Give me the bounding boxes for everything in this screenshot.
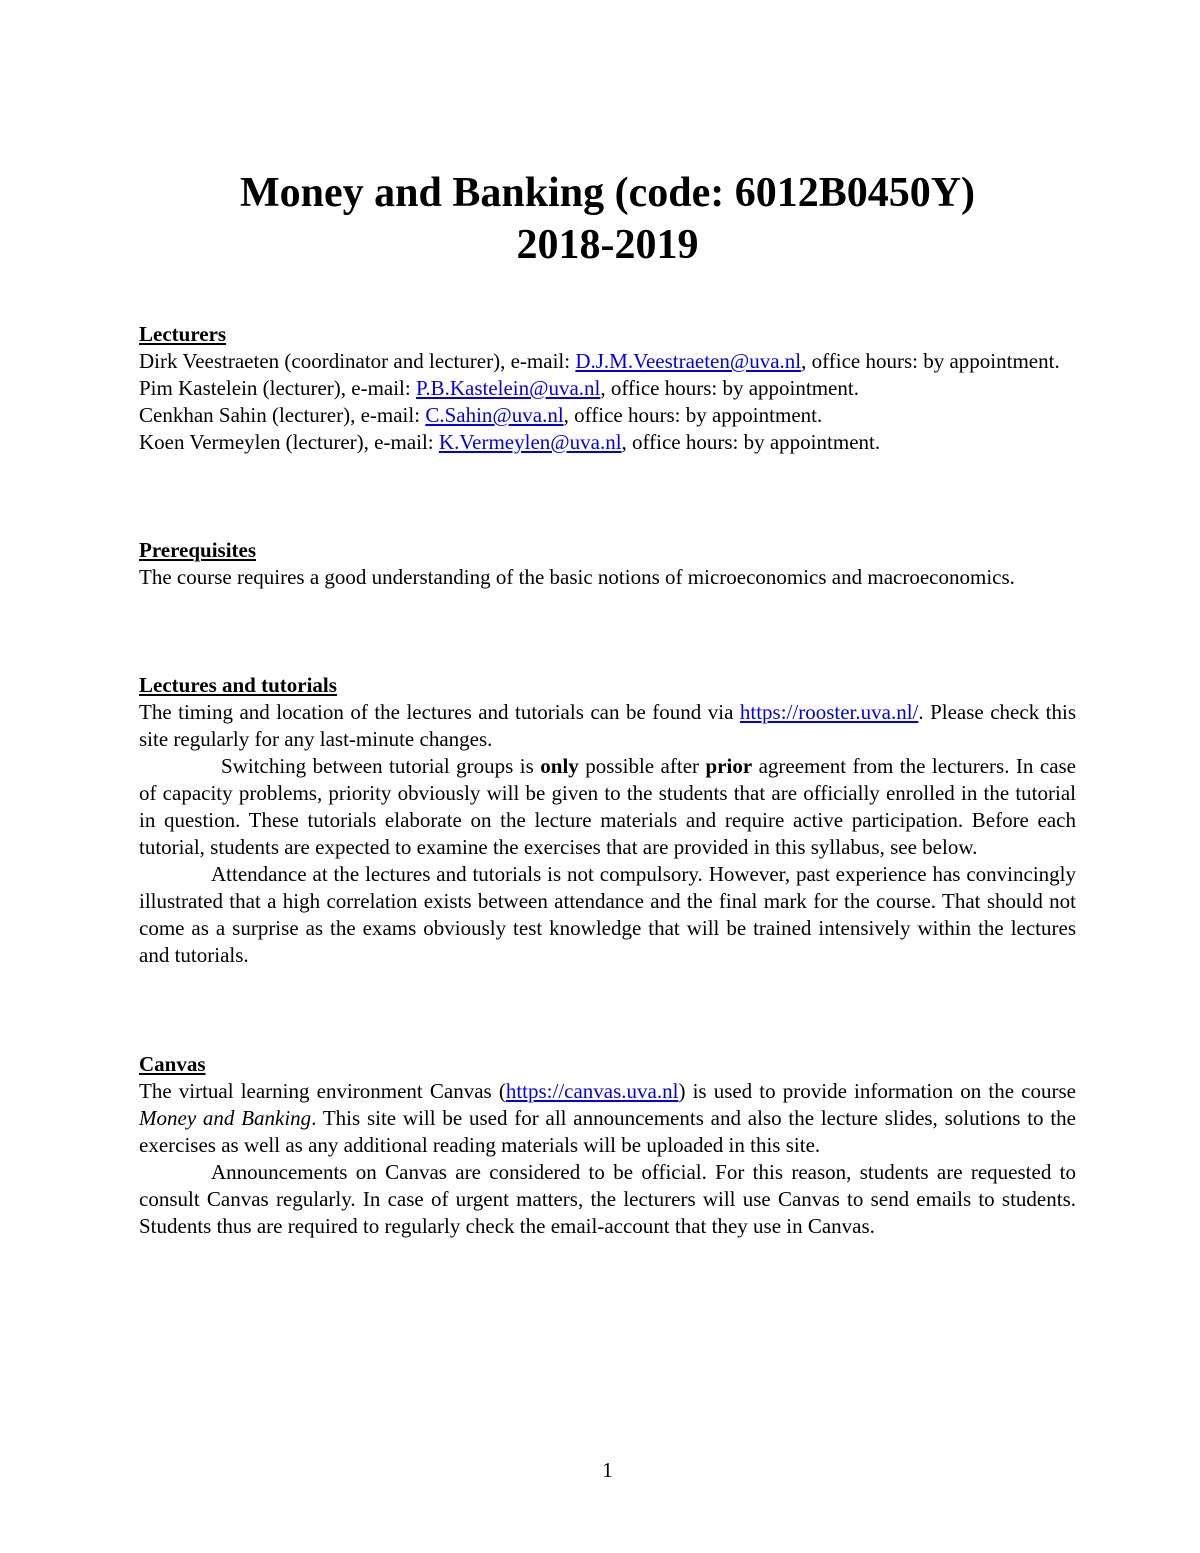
document-title: Money and Banking (code: 6012B0450Y) [239,170,976,216]
paragraph-text: . This site will be used for all announcements and also the lecture slides, solutions to the exercises as well as any additional reading materials will be uploaded in this site. [139,1106,1076,1157]
canvas-paragraph-1 [139,1078,1076,1159]
lecturer-entry [139,429,1076,456]
page-number: 1 [602,1458,613,1482]
lecturer-text: , office hours: by appointment. [801,349,1060,373]
paragraph-text: . Please check this site regularly for any last-minute changes. [139,700,1077,751]
lecturer-entry [139,375,1076,402]
document-page [139,0,1076,1553]
lectures-paragraph-2 [139,753,1076,861]
email-link[interactable]: C.Sahin@uva.nl [425,403,564,427]
lecturer-text: , office hours: by appointment. [563,403,823,427]
lectures-paragraph-1 [139,699,1076,753]
document-year: 2018-2019 [516,222,699,268]
rooster-link[interactable]: https://rooster.uva.nl/ [739,700,919,724]
lecturers-heading: Lecturers [139,322,227,346]
email-link[interactable]: P.B.Kastelein@uva.nl [415,376,601,400]
lectures-heading: Lectures and tutorials [139,673,337,697]
prerequisites-heading: Prerequisites [139,538,257,562]
course-name-italic: Money and Banking [139,1106,312,1130]
lecturer-text: Dirk Veestraeten (coordinator and lecturer), e-mail: [139,349,576,373]
canvas-heading: Canvas [139,1052,206,1076]
prerequisites-text: The course requires a good understanding of the basic notions of microeconomics and macroeconomics. [139,565,1015,589]
emphasis-prior: prior [705,754,753,778]
paragraph-text: The virtual learning environment Canvas ( [139,1079,506,1103]
paragraph-text: possible after [578,754,706,778]
lecturers-section [139,321,1076,456]
lecturer-entry [139,348,1076,375]
paragraph-text: The timing and location of the lectures and tutorials can be found via [139,700,740,724]
lecturer-text: Koen Vermeylen (lecturer), e-mail: [139,430,439,454]
paragraph-text: agreement from the lecturers. In case of capacity problems, priority obviously will be given to the students that are officially enrolled in the tutorial in question. These tutorials elaborate on the lecture materials and require active participation. Before each tutorial, students are expected to examine the exercises that are provided in this syllabus, see below. [139,754,1077,859]
emphasis-only: only [540,754,579,778]
email-link[interactable]: D.J.M.Veestraeten@uva.nl [575,349,802,373]
email-link[interactable]: K.Vermeylen@uva.nl [438,430,622,454]
lectures-section [139,672,1076,969]
lectures-paragraph-3: Attendance at the lectures and tutorials is not compulsory. However, past experience has convincingly illustrated that a high correlation exists between attendance and the final mark for the course. That should not come as a surprise as the exams obviously test knowledge that will be trained intensively within the lectures and tutorials. [139,862,1076,967]
canvas-section [139,1051,1076,1240]
lecturer-entry [139,402,1076,429]
lecturer-text: Pim Kastelein (lecturer), e-mail: [139,376,416,400]
lecturer-text: , office hours: by appointment. [621,430,881,454]
prerequisites-section [139,537,1076,591]
lecturer-text: , office hours: by appointment. [600,376,859,400]
paragraph-text: ) is used to provide information on the course [678,1079,1076,1103]
canvas-paragraph-2: Announcements on Canvas are considered to be official. For this reason, students are requested to consult Canvas regularly. In case of urgent matters, the lecturers will use Canvas to send emails to students. Students thus are required to regularly check the email-account that they use in Canvas. [139,1160,1076,1238]
paragraph-text: Switching between tutorial groups is [221,754,541,778]
canvas-link[interactable]: https://canvas.uva.nl [505,1079,679,1103]
lecturer-text: Cenkhan Sahin (lecturer), e-mail: [139,403,426,427]
